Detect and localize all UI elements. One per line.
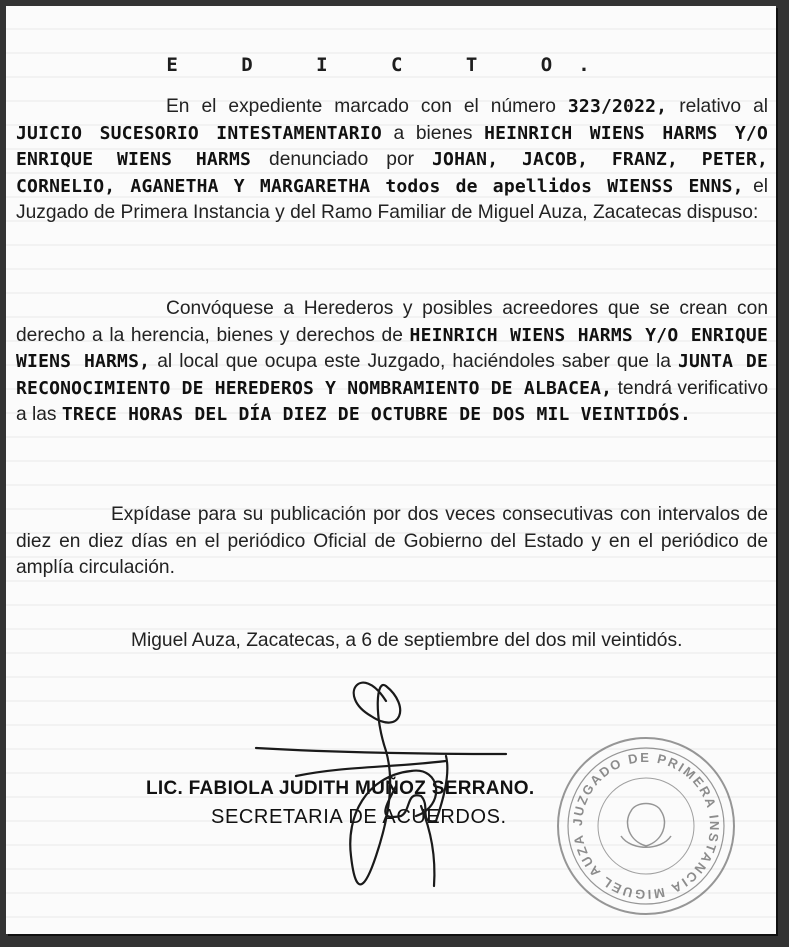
paragraph-convocation: Convóquese a Herederos y posibles acreedores que se crean con derecho a la herencia, bienes y derechos de HEINRICH WIENS HARMS Y/O ENRIQUE WIENS HARMS, al local que ocupa este Juzgado, haciéndoles saber que la JUNTA DE RECONOCIMIENTO DE HEREDEROS Y NOMBRAMIENTO DE ALBACEA, tendrá verificativo a las TRECE HORAS DEL DÍA DIEZ DE OCTUBRE DE DOS MIL VEINTIDÓS. [16, 298, 769, 425]
signer-name: LIC. FABIOLA JUDITH MUÑOZ SERRANO. [146, 778, 535, 799]
document-page [6, 6, 776, 934]
svg-text:JUZGADO DE PRIMERA INSTANCIA M [570, 750, 722, 902]
seal-text: JUZGADO DE PRIMERA INSTANCIA MIGUEL AUZA [569, 749, 723, 903]
document-title: E D I C T O. [166, 54, 616, 76]
paragraph-publication: Expídase para su publicación por dos veces consecutivas con intervalos de diez en diez días en el periódico Oficial de Gobierno del Estado y en el periódico de amplía circulación. [16, 504, 768, 578]
signer-role: SECRETARIA DE ACUERDOS. [211, 806, 507, 828]
paragraph-place-date: Miguel Auza, Zacatecas, a 6 de septiembre del dos mil veintidós. [131, 630, 683, 651]
handwritten-signature [236, 656, 536, 906]
court-seal-stamp [551, 731, 741, 921]
paragraph-case-intro: En el expediente marcado con el número 323/2022, relativo al JUICIO SUCESORIO INTESTAMENTARIO a bienes HEINRICH WIENS HARMS Y/O ENRIQUE WIENS HARMS denunciado por JOHAN, JACOB, FRANZ, PETER, CORNELIO, AGANETHA Y MARGARETHA todos de apellidos WIENSS ENNS, el Juzgado de Primera Instancia y del Ramo Familiar de Miguel Auza, Zacatecas dispuso: [16, 96, 769, 223]
